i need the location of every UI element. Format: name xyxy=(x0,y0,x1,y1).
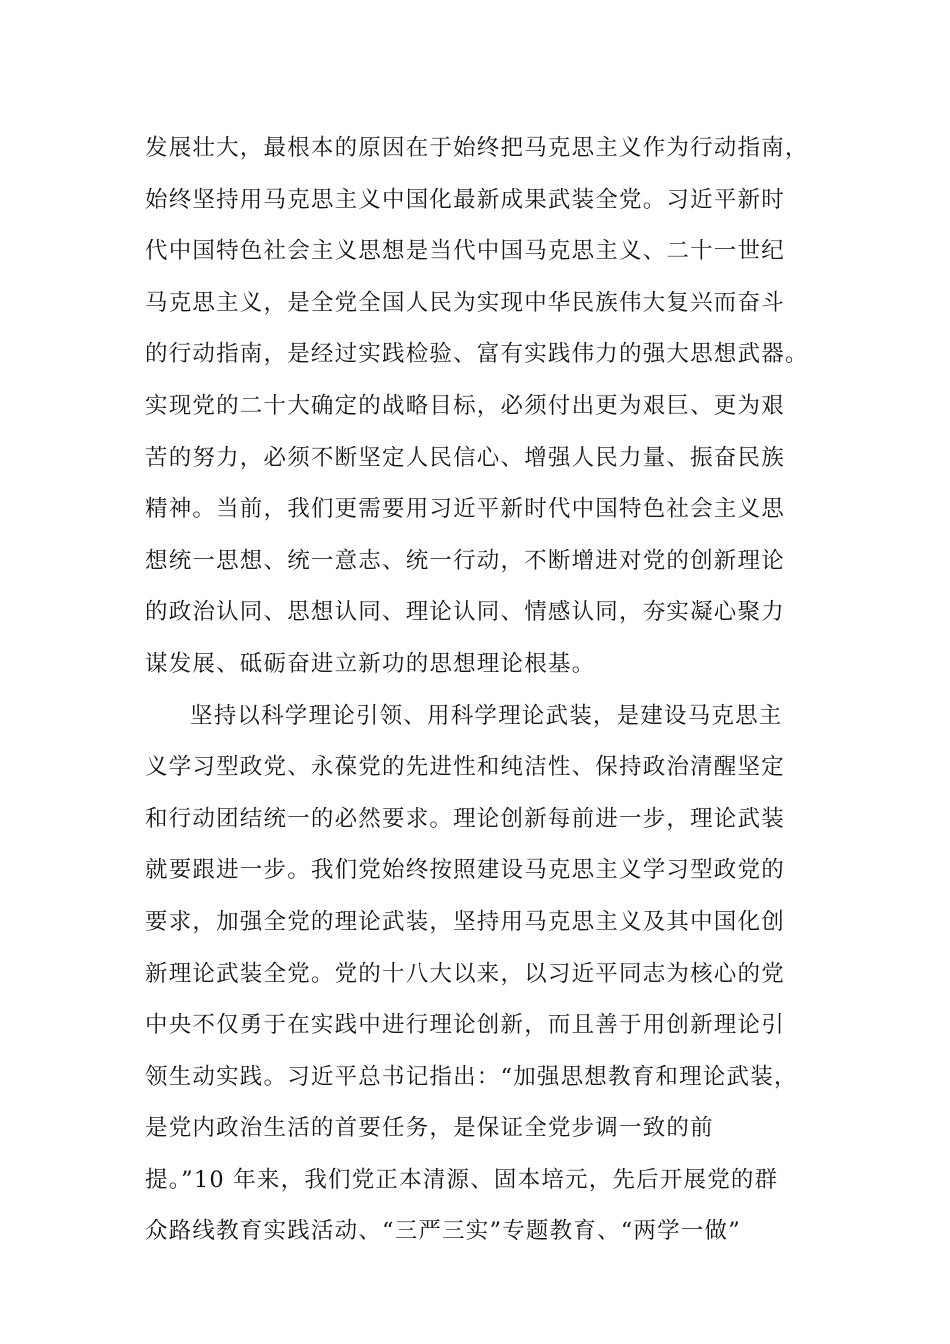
text-line: 中央不仅勇于在实践中进行理论创新，而且善于用创新理论引 xyxy=(145,1012,785,1039)
text-line: 要求，加强全党的理论武装，坚持用马克思主义及其中国化创 xyxy=(145,908,785,935)
text-line: 是党内政治生活的首要任务，是保证全党步调一致的前 xyxy=(145,1115,714,1142)
text-line: 马克思主义，是全党全国人民为实现中华民族伟大复兴而奋斗 xyxy=(145,289,785,316)
text-line: 众路线教育实践活动、“三严三实”专题教育、“两学一做” xyxy=(145,1218,741,1245)
text-line: 领生动实践。习近平总书记指出：“加强思想教育和理论武装， xyxy=(145,1063,798,1090)
text-line: 始终坚持用马克思主义中国化最新成果武装全党。习近平新时 xyxy=(145,186,785,213)
text-line: 的行动指南，是经过实践检验、富有实践伟力的强大思想武器。 xyxy=(145,341,809,368)
text-line: 代中国特色社会主义思想是当代中国马克思主义、二十一世纪 xyxy=(145,238,785,265)
paragraph-2 xyxy=(145,691,805,1259)
text-line: 的政治认同、思想认同、理论认同、情感认同，夯实凝心聚力 xyxy=(145,599,785,626)
paragraph-1 xyxy=(145,123,809,691)
text-line: 坚持以科学理论引领、用科学理论武装，是建设马克思主 xyxy=(190,702,783,729)
text-line: 实现党的二十大确定的战略目标，必须付出更为艰巨、更为艰 xyxy=(145,392,785,419)
text-line: 发展壮大，最根本的原因在于始终把马克思主义作为行动指南， xyxy=(145,135,809,161)
text-line: 就要跟进一步。我们党始终按照建设马克思主义学习型政党的 xyxy=(145,857,785,884)
body-text xyxy=(145,123,809,1258)
text-line: 想统一思想、统一意志、统一行动，不断增进对党的创新理论 xyxy=(145,547,785,574)
text-line: 新理论武装全党。党的十八大以来，以习近平同志为核心的党 xyxy=(145,960,785,987)
text-line: 精神。当前，我们更需要用习近平新时代中国特色社会主义思 xyxy=(145,496,785,523)
text-line: 义学习型政党、永葆党的先进性和纯洁性、保持政治清醒坚定 xyxy=(145,754,785,781)
text-line: 苦的努力，必须不断坚定人民信心、增强人民力量、振奋民族 xyxy=(145,444,785,471)
text-line: 和行动团结统一的必然要求。理论创新每前进一步，理论武装 xyxy=(145,805,785,832)
text-line: 提。”10 年来，我们党正本清源、固本培元，先后开展党的群 xyxy=(145,1166,779,1193)
text-line: 谋发展、砥砺奋进立新功的思想理论根基。 xyxy=(145,650,596,677)
